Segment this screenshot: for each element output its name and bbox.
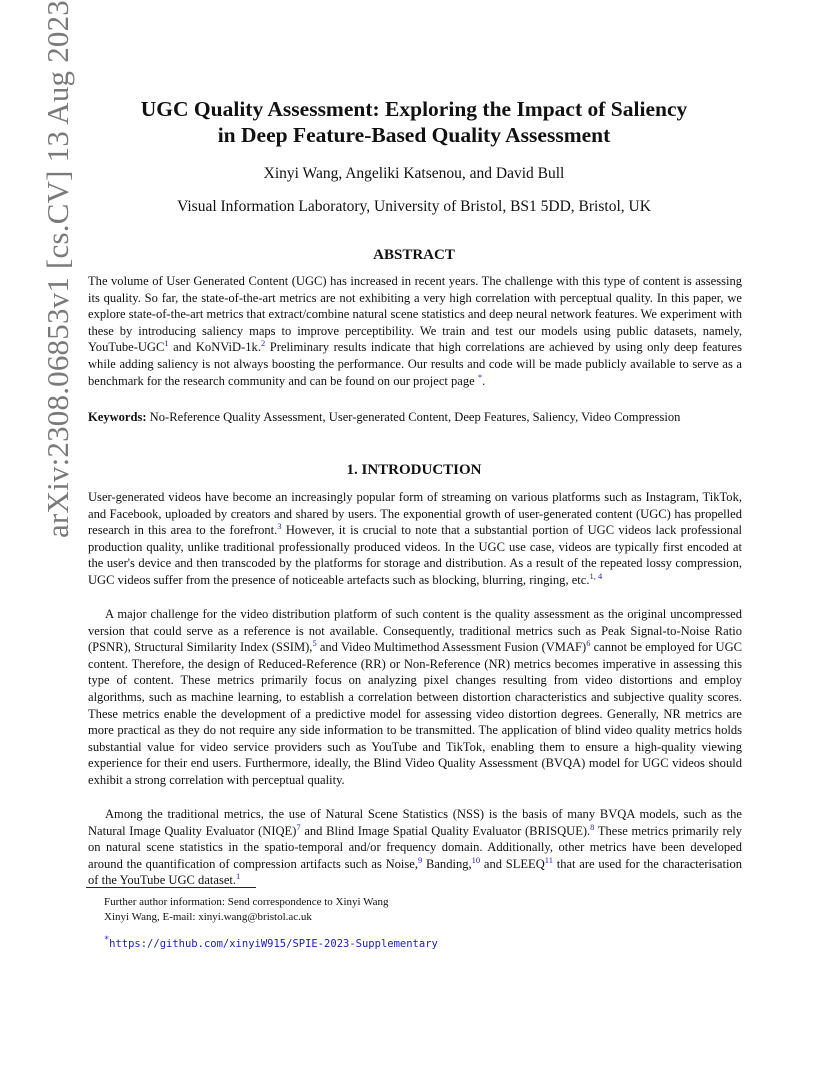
abstract-text-part: and KoNViD-1k. <box>168 340 261 355</box>
abstract-text-part: Preliminary results indicate that high correlations are achieved by using only deep features while adding saliency is not always boosting the performance. Our results and code will be made publicly available to serve as a benchmark for the research community and can be found on our project page <box>88 340 742 388</box>
citation-ref[interactable]: 9 <box>417 854 423 865</box>
citation-ref[interactable]: 10 <box>471 854 481 865</box>
paragraph-text: User-generated videos have become an increasingly popular form of streaming on various platforms such as Instagram, TikTok, and Facebook, uploaded by creators and shared by users. The exponential growth of user-generated content (UGC) has propelled research in this area to the forefront. <box>88 490 742 538</box>
footnote-author-info: Further author information: Send correspondence to Xinyi Wang <box>104 896 389 908</box>
introduction-heading: 1. INTRODUCTION <box>346 462 482 478</box>
citation-ref[interactable]: 1 <box>164 338 169 349</box>
citation-ref[interactable]: 8 <box>590 821 595 832</box>
footnote-ref[interactable]: * <box>477 371 483 382</box>
affiliation: Visual Information Laboratory, University of Bristol, BS1 5DD, Bristol, UK <box>177 198 651 215</box>
project-url[interactable]: https://github.com/xinyiW915/SPIE-2023-Supplementary <box>109 938 438 950</box>
abstract-text-part: . <box>482 373 486 388</box>
paragraph-text: A major challenge for the video distribution platform of such content is the quality assessment as the original uncompressed version that could serve as a reference is not available. Consequently, traditional metrics such as Peak Signal-to-Noise Ratio (PSNR), Structural Similarity Index (SSIM), <box>88 607 742 655</box>
intro-paragraph-1 <box>88 489 742 589</box>
citation-ref[interactable]: 5 <box>312 638 317 649</box>
citation-ref[interactable]: 11 <box>544 854 553 865</box>
footnote-marker: * <box>104 935 110 945</box>
intro-paragraph-3 <box>88 806 742 889</box>
keywords-text: No-Reference Quality Assessment, User-generated Content, Deep Features, Saliency, Video Compression <box>146 410 681 424</box>
keywords-label: Keywords: <box>88 410 147 424</box>
footnote-email: Xinyi Wang, E-mail: xinyi.wang@bristol.ac.uk <box>104 911 312 923</box>
paragraph-text: cannot be employed for UGC content. Therefore, the design of Reduced-Reference (RR) or Non-Reference (NR) metrics becomes imperative in assessing this type of content. These metrics primarily focus on analyzing pixel changes resulting from video distortions and employ algorithms, such as machine learning, to establish a correlation between distortion characteristics and subjective quality scores. These metrics enable the development of a predictive model for assessing video distortion degrees. Generally, NR metrics are more practical as they do not require any side information to be transmitted. The application of blind video quality metrics holds substantial value for video service providers such as YouTube and TikTok, enabling them to ensure a high-quality viewing experience for their end users. Furthermore, ideally, the Blind Video Quality Assessment (BVQA) model for UGC videos should exhibit a strong correlation with perceptual quality. <box>88 640 743 787</box>
title-line-1: UGC Quality Assessment: Exploring the Impact of Saliency <box>140 97 688 121</box>
citation-ref[interactable]: 1, 4 <box>589 570 603 581</box>
title-line-2: in Deep Feature-Based Quality Assessment <box>217 123 611 147</box>
paragraph-text: However, it is crucial to note that a substantial portion of UGC videos lack professional production quality, unlike traditional professionally produced videos. In the UGC use case, videos are typically first encoded at the user's device and then transcoded by the platforms for storage and distribution. As a result of the repeated lossy compression, UGC videos suffer from the presence of noticeable artefacts such as blocking, blurring, ringing, etc. <box>88 523 742 587</box>
paragraph-text: These metrics primarily rely on natural scene statistics in the spatio-temporal and/or frequency domain. Additionally, other metrics have been developed around the quantification of compression artifacts such as Noise, <box>88 823 742 871</box>
paragraph-text: Banding, <box>422 856 472 871</box>
paragraph-text: and Video Multimethod Assessment Fusion (VMAF) <box>316 640 587 655</box>
paragraph-text: and Blind Image Spatial Quality Evaluator (BRISQUE). <box>300 823 591 838</box>
intro-paragraph-2 <box>88 606 742 789</box>
author-list: Xinyi Wang, Angeliki Katsenou, and David Bull <box>263 165 565 182</box>
arxiv-identifier: arXiv:2308.06853v1 [cs.CV] 13 Aug 2023 <box>40 0 75 538</box>
paragraph-text: Among the traditional metrics, the use of Natural Scene Statistics (NSS) is the basis of many BVQA models, such as the Natural Image Quality Evaluator (NIQE) <box>88 807 742 838</box>
paragraph-text: that are used for the characterisation of the YouTube UGC dataset. <box>88 856 742 888</box>
citation-ref[interactable]: 3 <box>277 521 282 532</box>
citation-ref[interactable]: 2 <box>260 338 266 349</box>
project-page-link[interactable] <box>104 935 438 950</box>
citation-ref[interactable]: 7 <box>296 821 301 832</box>
paper-title <box>86 96 742 148</box>
citation-ref[interactable]: 1 <box>236 871 241 882</box>
keywords <box>88 409 742 426</box>
footnote-divider <box>86 887 256 888</box>
abstract-text-part: The volume of User Generated Content (UGC) has increased in recent years. The challenge with this type of content is assessing its quality. So far, the state-of-the-art metrics are not exhibiting a very high correlation with perceptual quality. In this paper, we explore state-of-the-art metrics that extract/combine natural scene statistics and deep neural network features. We experiment with these by introducing saliency maps to improve perceptibility. We train and test our models using public datasets, namely, YouTube-UGC <box>88 274 742 355</box>
paragraph-text: and SLEEQ <box>480 856 545 871</box>
abstract-heading: ABSTRACT <box>373 247 455 263</box>
citation-ref[interactable]: 6 <box>586 638 591 649</box>
abstract-text <box>88 273 742 389</box>
